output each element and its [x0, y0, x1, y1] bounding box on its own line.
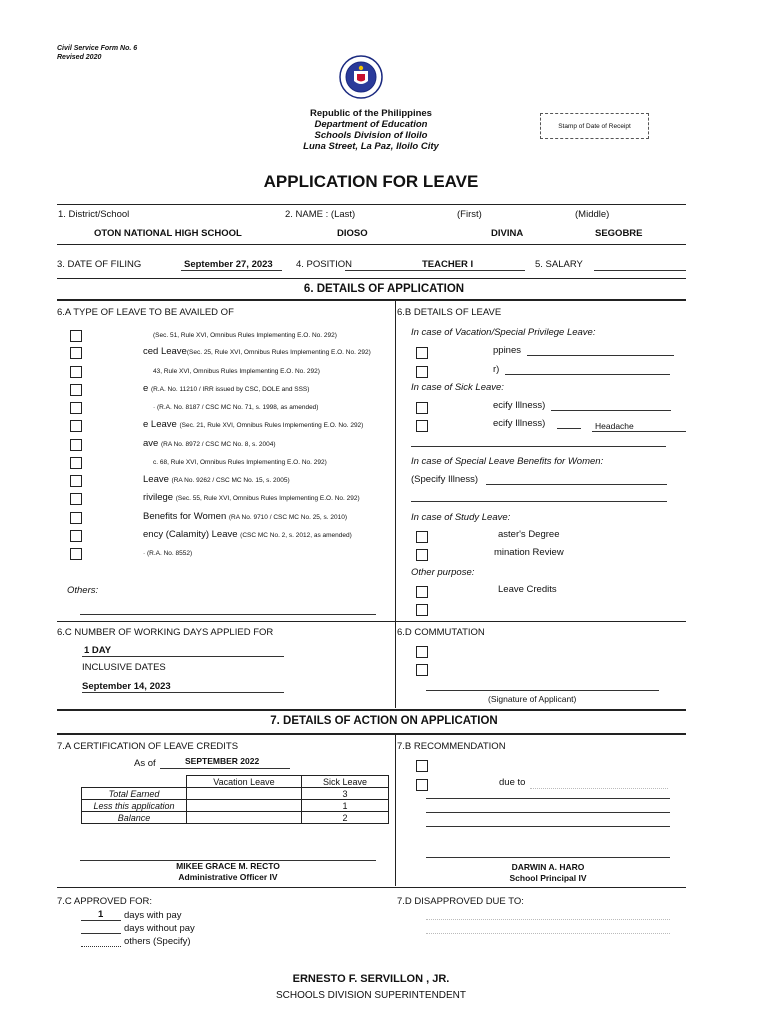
others-specify-label: others (Specify)	[124, 936, 191, 947]
division-label: Schools Division of Iloilo	[314, 130, 428, 141]
leave-type-reference: (RA No. 8972 / CSC MC No. 8, s. 2004)	[160, 441, 276, 448]
monetization-checkbox[interactable]	[416, 586, 428, 598]
study-heading: In case of Study Leave:	[411, 512, 511, 523]
middle-name-value[interactable]: SEGOBRE	[595, 228, 643, 239]
leave-type-reference: (Sec. 51, Rule XVI, Omnibus Rules Implementing E.O. No. 292)	[153, 332, 337, 339]
leave-type-checkbox[interactable]	[70, 439, 82, 451]
leave-type-name: Benefits for Women	[143, 511, 229, 522]
officer-name: MIKEE GRACE M. RECTO	[176, 861, 280, 871]
leave-type-reference: · (R.A. No. 8187 / CSC MC No. 71, s. 1998, as amended)	[153, 404, 319, 411]
leave-type-checkbox[interactable]	[70, 548, 82, 560]
section-6-title: 6. DETAILS OF APPLICATION	[303, 283, 465, 295]
leave-type-name: ced Leave	[143, 346, 187, 357]
inclusive-dates-label: INCLUSIVE DATES	[82, 662, 166, 673]
recommend-disapproval-checkbox[interactable]	[416, 779, 428, 791]
study-masters-checkbox[interactable]	[416, 531, 428, 543]
leave-type-label	[143, 419, 363, 430]
table-row: Less this application 1	[82, 800, 389, 812]
leave-type-label	[153, 329, 337, 340]
days-without-pay-label: days without pay	[124, 923, 195, 934]
leave-type-checkbox[interactable]	[70, 347, 82, 359]
name-middle-label: (Middle)	[575, 209, 610, 220]
others-label: Others:	[67, 585, 99, 596]
women-heading: In case of Special Leave Benefits for Women:	[411, 456, 604, 467]
recommendation-label: 7.B RECOMMENDATION	[397, 741, 506, 752]
officer-title: Administrative Officer IV	[178, 872, 278, 882]
study-bar-checkbox[interactable]	[416, 549, 428, 561]
study-option-1: aster's Degree	[498, 529, 560, 540]
study-option-2: mination Review	[494, 547, 564, 558]
leave-type-reference: (R.A. No. 11210 / IRR issued by CSC, DOLE and SSS)	[150, 386, 310, 393]
signature-applicant-label: (Signature of Applicant)	[488, 694, 577, 704]
leave-type-reference: (Sec. 21, Rule XVI, Omnibus Rules Implementing E.O. No. 292)	[179, 422, 364, 429]
leave-type-checkbox[interactable]	[70, 420, 82, 432]
superintendent-name: ERNESTO F. SERVILLON , JR.	[292, 973, 450, 985]
department-label: Department of Education	[314, 119, 428, 130]
principal-name: DARWIN A. HARO	[511, 862, 585, 872]
leave-type-checkbox[interactable]	[70, 530, 82, 542]
leave-type-reference: (Sec. 55, Rule XVI, Omnibus Rules Implementing E.O. No. 292)	[175, 495, 360, 502]
sick-heading: In case of Sick Leave:	[411, 382, 504, 393]
leave-type-reference: (RA No. 9710 / CSC MC No. 25, s. 2010)	[228, 514, 348, 521]
leave-type-checkbox[interactable]	[70, 330, 82, 342]
sick-option-1: ecify Illness)	[493, 400, 546, 411]
leave-type-label	[143, 383, 309, 394]
leave-type-label	[153, 365, 320, 376]
position-label: 4. POSITION	[296, 259, 352, 270]
as-of-label: As of	[134, 758, 156, 769]
vacation-heading: In case of Vacation/Special Privilege Leave:	[411, 327, 596, 338]
leave-type-reference: · (R.A. No. 8552)	[143, 550, 193, 557]
last-name-value[interactable]: DIOSO	[337, 228, 368, 239]
leave-type-label	[143, 474, 290, 485]
sick-outpatient-checkbox[interactable]	[416, 420, 428, 432]
vacation-option-2: r)	[493, 364, 500, 375]
table-row: Balance 2	[82, 812, 389, 824]
principal-title: School Principal IV	[509, 873, 587, 883]
leave-type-checkbox[interactable]	[70, 512, 82, 524]
salary-label: 5. SALARY	[535, 259, 583, 270]
sick-illness-value[interactable]: Headache	[595, 421, 634, 431]
leave-type-label	[143, 346, 371, 357]
disapproved-label: 7.D DISAPPROVED DUE TO:	[397, 896, 524, 907]
leave-type-reference: (RA No. 9262 / CSC MC No. 15, s. 2005)	[171, 477, 290, 484]
section-7-title: 7. DETAILS OF ACTION ON APPLICATION	[270, 715, 498, 727]
leave-type-label	[153, 456, 327, 467]
leave-type-checkbox[interactable]	[70, 402, 82, 414]
leave-type-checkbox[interactable]	[70, 475, 82, 487]
leave-type-name: ency (Calamity) Leave	[143, 529, 241, 540]
sick-hospital-checkbox[interactable]	[416, 402, 428, 414]
approved-for-label: 7.C APPROVED FOR:	[57, 896, 153, 907]
leave-type-label	[143, 529, 352, 540]
type-of-leave-label: 6.A TYPE OF LEAVE TO BE AVAILED OF	[57, 307, 234, 318]
leave-type-label	[143, 547, 192, 558]
as-of-value[interactable]: SEPTEMBER 2022	[185, 756, 260, 766]
days-with-pay-label: days with pay	[124, 910, 182, 921]
leave-type-label	[143, 492, 360, 503]
other-purpose-heading: Other purpose:	[411, 567, 475, 578]
working-days-label: 6.C NUMBER OF WORKING DAYS APPLIED FOR	[57, 627, 274, 638]
leave-type-checkbox[interactable]	[70, 384, 82, 396]
terminal-leave-checkbox[interactable]	[416, 604, 428, 616]
recommend-approval-checkbox[interactable]	[416, 760, 428, 772]
district-label: 1. District/School	[58, 209, 130, 220]
leave-type-reference: 43, Rule XVI, Omnibus Rules Implementing E.O. No. 292)	[153, 368, 320, 375]
working-days-value[interactable]: 1 DAY	[84, 645, 112, 656]
address-label: Luna Street, La Paz, Iloilo City	[303, 141, 439, 152]
commutation-not-requested-checkbox[interactable]	[416, 646, 428, 658]
form-revision: Revised 2020	[57, 54, 102, 61]
leave-type-reference: (CSC MC No. 2, s. 2012, as amended)	[240, 532, 352, 539]
stamp-receipt-box: Stamp of Date of Receipt	[540, 113, 649, 139]
days-with-pay-value[interactable]: 1	[98, 909, 104, 920]
other-option-1: Leave Credits	[498, 584, 557, 595]
leave-type-name: ave	[143, 438, 161, 449]
first-name-value[interactable]: DIVINA	[491, 228, 524, 239]
leave-type-checkbox[interactable]	[70, 366, 82, 378]
col-vacation-header: Vacation Leave	[187, 776, 302, 788]
date-filing-label: 3. DATE OF FILING	[57, 259, 142, 270]
col-sick-header: Sick Leave	[302, 776, 389, 788]
district-value[interactable]: OTON NATIONAL HIGH SCHOOL	[94, 228, 242, 239]
commutation-label: 6.D COMMUTATION	[397, 627, 485, 638]
vacation-within-checkbox[interactable]	[416, 347, 428, 359]
inclusive-dates-value[interactable]: September 14, 2023	[82, 681, 171, 692]
leave-type-label	[143, 438, 276, 449]
vacation-abroad-checkbox[interactable]	[416, 366, 428, 378]
women-option-1: (Specify Illness)	[411, 474, 479, 485]
republic-label: Republic of the Philippines	[310, 108, 432, 119]
leave-type-name: rivilege	[143, 492, 176, 503]
superintendent-title: SCHOOLS DIVISION SUPERINTENDENT	[275, 990, 467, 1001]
deped-seal-icon	[339, 55, 383, 99]
sick-option-2: ecify Illness)	[493, 418, 546, 429]
due-to-label: due to	[499, 777, 526, 788]
leave-type-label	[143, 511, 347, 522]
leave-type-checkbox[interactable]	[70, 457, 82, 469]
commutation-requested-checkbox[interactable]	[416, 664, 428, 676]
date-filing-value[interactable]: September 27, 2023	[184, 259, 273, 270]
leave-type-name: e	[143, 383, 151, 394]
details-of-leave-label: 6.B DETAILS OF LEAVE	[397, 307, 502, 318]
name-last-label: 2. NAME : (Last)	[285, 209, 356, 220]
page-title: APPLICATION FOR LEAVE	[263, 172, 479, 191]
leave-type-reference: c. 68, Rule XVI, Omnibus Rules Implementing E.O. No. 292)	[153, 459, 327, 466]
position-value[interactable]: TEACHER I	[422, 259, 474, 270]
form-code: Civil Service Form No. 6	[57, 45, 138, 52]
leave-credits-label: 7.A CERTIFICATION OF LEAVE CREDITS	[57, 741, 239, 752]
name-first-label: (First)	[457, 209, 482, 220]
vacation-option-1: ppines	[493, 345, 521, 356]
leave-credits-table	[81, 775, 389, 824]
leave-type-reference: (Sec. 25, Rule XVI, Omnibus Rules Implementing E.O. No. 292)	[186, 349, 371, 356]
leave-type-label	[153, 401, 318, 412]
leave-type-name: e Leave	[143, 419, 180, 430]
leave-type-name: Leave	[143, 474, 172, 485]
leave-type-checkbox[interactable]	[70, 493, 82, 505]
table-row: Total Earned 3	[82, 788, 389, 800]
